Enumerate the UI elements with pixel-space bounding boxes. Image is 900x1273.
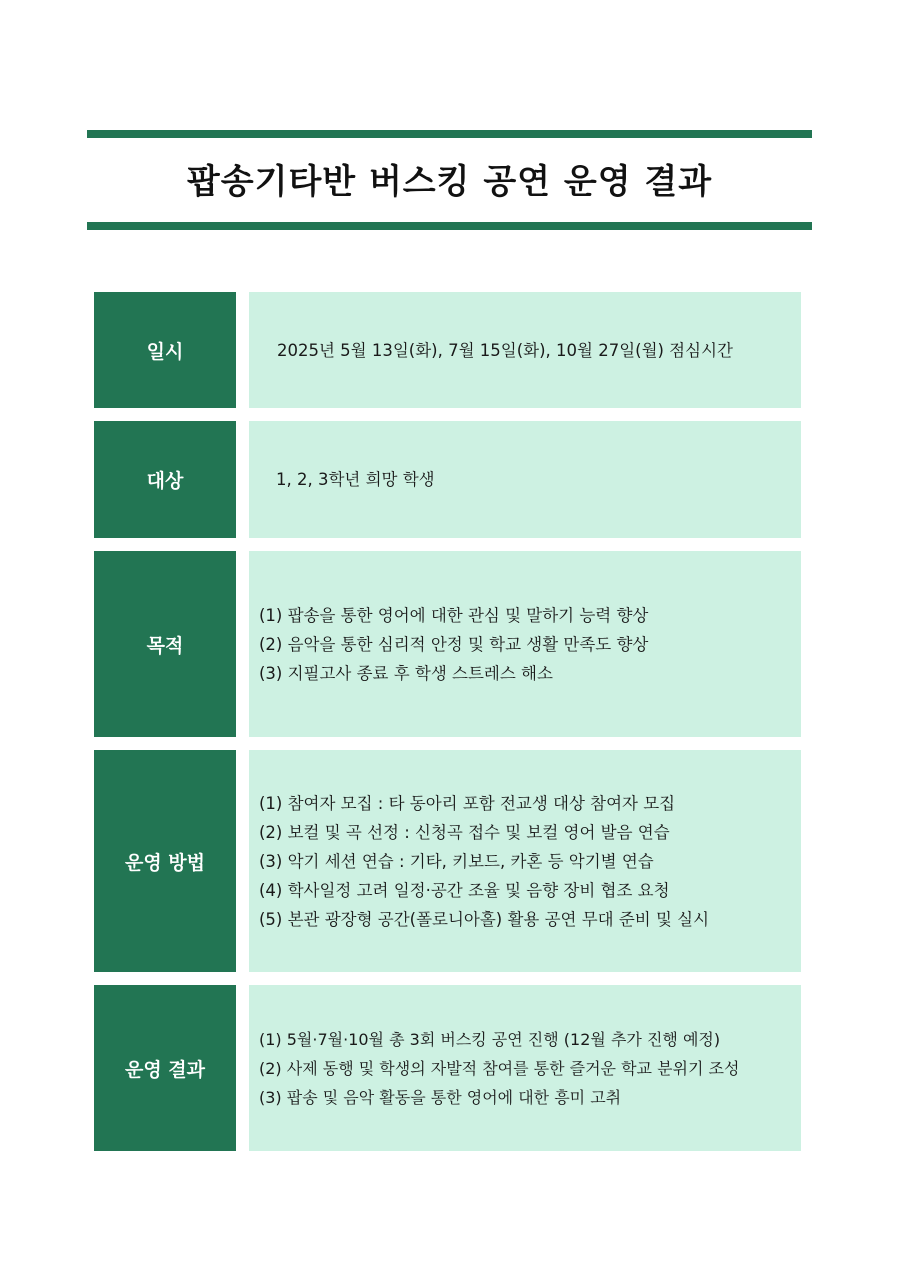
content-line: (5) 본관 광장형 공간(폴로니아홀) 활용 공연 무대 준비 및 실시 (259, 909, 710, 929)
content-line: 2025년 5월 13일(화), 7월 15일(화), 10월 27일(월) 점심시간 (277, 340, 733, 360)
row-datetime (94, 292, 801, 408)
row-method (94, 750, 801, 972)
title-bottom-rule (87, 222, 812, 230)
row-content (249, 985, 801, 1151)
page-title: 팝송기타반 버스킹 공연 운영 결과 (186, 162, 713, 202)
content-line: (4) 학사일정 고려 일정·공간 조율 및 음향 장비 협조 요청 (259, 880, 670, 900)
title-top-rule (87, 130, 812, 138)
row-label: 운영 결과 (94, 985, 236, 1151)
row-purpose (94, 551, 801, 737)
row-label: 운영 방법 (94, 750, 236, 972)
content-line: (1) 팝송을 통한 영어에 대한 관심 및 말하기 능력 향상 (259, 605, 649, 625)
content-line: (2) 음악을 통한 심리적 안정 및 학교 생활 만족도 향상 (259, 634, 649, 654)
content-line: (2) 사제 동행 및 학생의 자발적 참여를 통한 즐거운 학교 분위기 조성 (259, 1058, 740, 1078)
row-content (249, 421, 801, 538)
content-line: (1) 참여자 모집 : 타 동아리 포함 전교생 대상 참여자 모집 (259, 793, 676, 813)
content-line: (3) 지필고사 종료 후 학생 스트레스 해소 (259, 663, 553, 683)
row-content (249, 750, 801, 972)
row-target (94, 421, 801, 538)
row-content (249, 551, 801, 737)
row-label: 목적 (94, 551, 236, 737)
content-line: 1, 2, 3학년 희망 학생 (276, 470, 435, 489)
content-line: (3) 팝송 및 음악 활동을 통한 영어에 대한 흥미 고취 (259, 1087, 622, 1107)
content-line: (3) 악기 세션 연습 : 기타, 키보드, 카혼 등 악기별 연습 (259, 851, 654, 871)
content-line: (1) 5월·7월·10월 총 3회 버스킹 공연 진행 (12월 추가 진행 예정) (259, 1029, 721, 1049)
row-result (94, 985, 801, 1151)
row-content (249, 292, 801, 408)
row-label: 대상 (94, 421, 236, 538)
row-label: 일시 (94, 292, 236, 408)
content-line: (2) 보컬 및 곡 선정 : 신청곡 접수 및 보컬 영어 발음 연습 (259, 822, 670, 842)
